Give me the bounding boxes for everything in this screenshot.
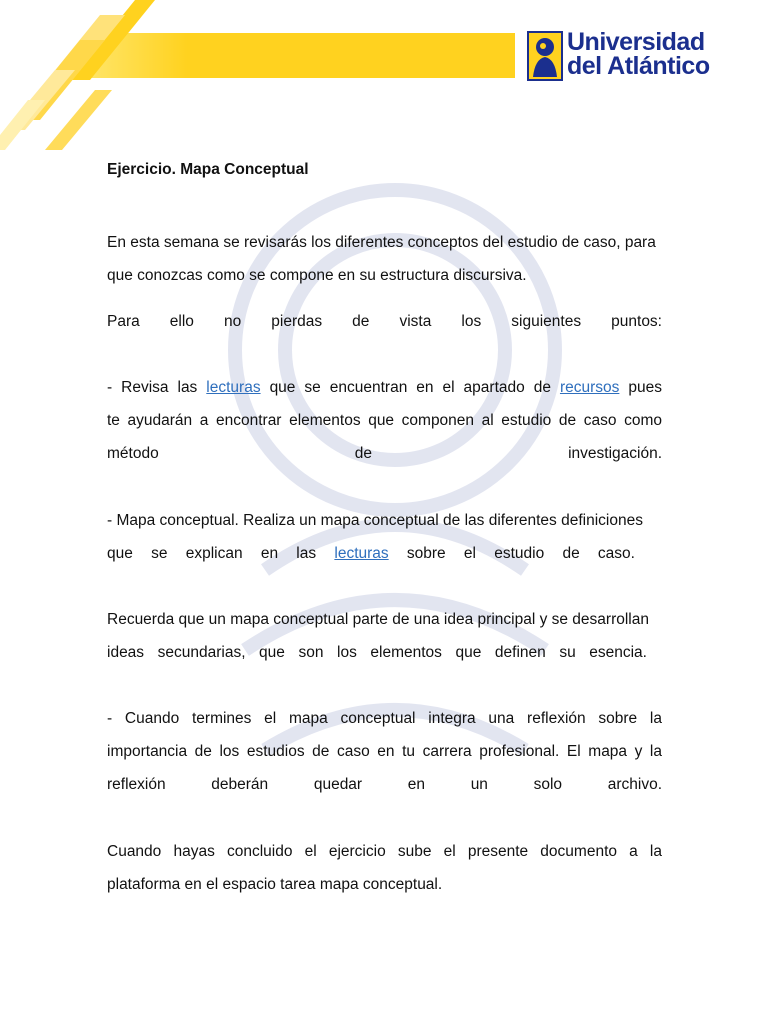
logo-emblem-icon [527, 31, 563, 81]
bullet-1-text-mid: que se encuentran en el apartado de [269, 379, 551, 396]
paragraph-4-line-2: plataforma en el espacio tarea mapa conceptual. [107, 876, 443, 893]
paragraph-1-line-1: En esta semana se revisarás los diferentes conceptos del estudio de caso, para [107, 234, 656, 251]
logo-line-2: del Atlántico [567, 52, 710, 80]
paragraph-1-line-2: que conozcas como se compone en su estructura discursiva. [107, 267, 527, 284]
recursos-link[interactable]: recursos [559, 379, 620, 396]
bullet-2-text-pre: que se explican en las [107, 545, 317, 562]
bullet-3-line-3: reflexión deberán quedar en un solo archivo. [107, 776, 662, 793]
bullet-1-line-2: te ayudarán a encontrar elementos que componen al estudio de caso como [107, 412, 662, 429]
paragraph-4-line-1: Cuando hayas concluido el ejercicio sube el presente documento a la [107, 843, 662, 860]
bullet-1-line-1 [107, 371, 662, 404]
university-logo [527, 30, 733, 82]
bullet-3-line-2: importancia de los estudios de caso en tu carrera profesional. El mapa y la [107, 743, 662, 760]
bullet-2-line-1: - Mapa conceptual. Realiza un mapa conceptual de las diferentes definiciones [107, 512, 643, 529]
document-title: Ejercicio. Mapa Conceptual [107, 161, 309, 178]
bullet-1-text-post: pues [628, 379, 662, 396]
logo-line-1: Universidad [567, 28, 705, 56]
bullet-1-text-pre: - Revisa las [107, 379, 198, 396]
paragraph-3-line-1: Recuerda que un mapa conceptual parte de una idea principal y se desarrollan [107, 611, 649, 628]
bullet-2-line-2 [107, 537, 635, 570]
bullet-2-text-post: sobre el estudio de caso. [406, 545, 635, 562]
lecturas-link-2[interactable]: lecturas [334, 545, 389, 562]
lecturas-link[interactable]: lecturas [206, 379, 261, 396]
bullet-1-line-3: método de investigación. [107, 445, 662, 462]
paragraph-3-line-2: ideas secundarias, que son los elementos que definen su esencia. [107, 644, 647, 661]
bullet-3-line-1: - Cuando termines el mapa conceptual integra una reflexión sobre la [107, 710, 662, 727]
paragraph-2: Para ello no pierdas de vista los siguientes puntos: [107, 313, 662, 330]
